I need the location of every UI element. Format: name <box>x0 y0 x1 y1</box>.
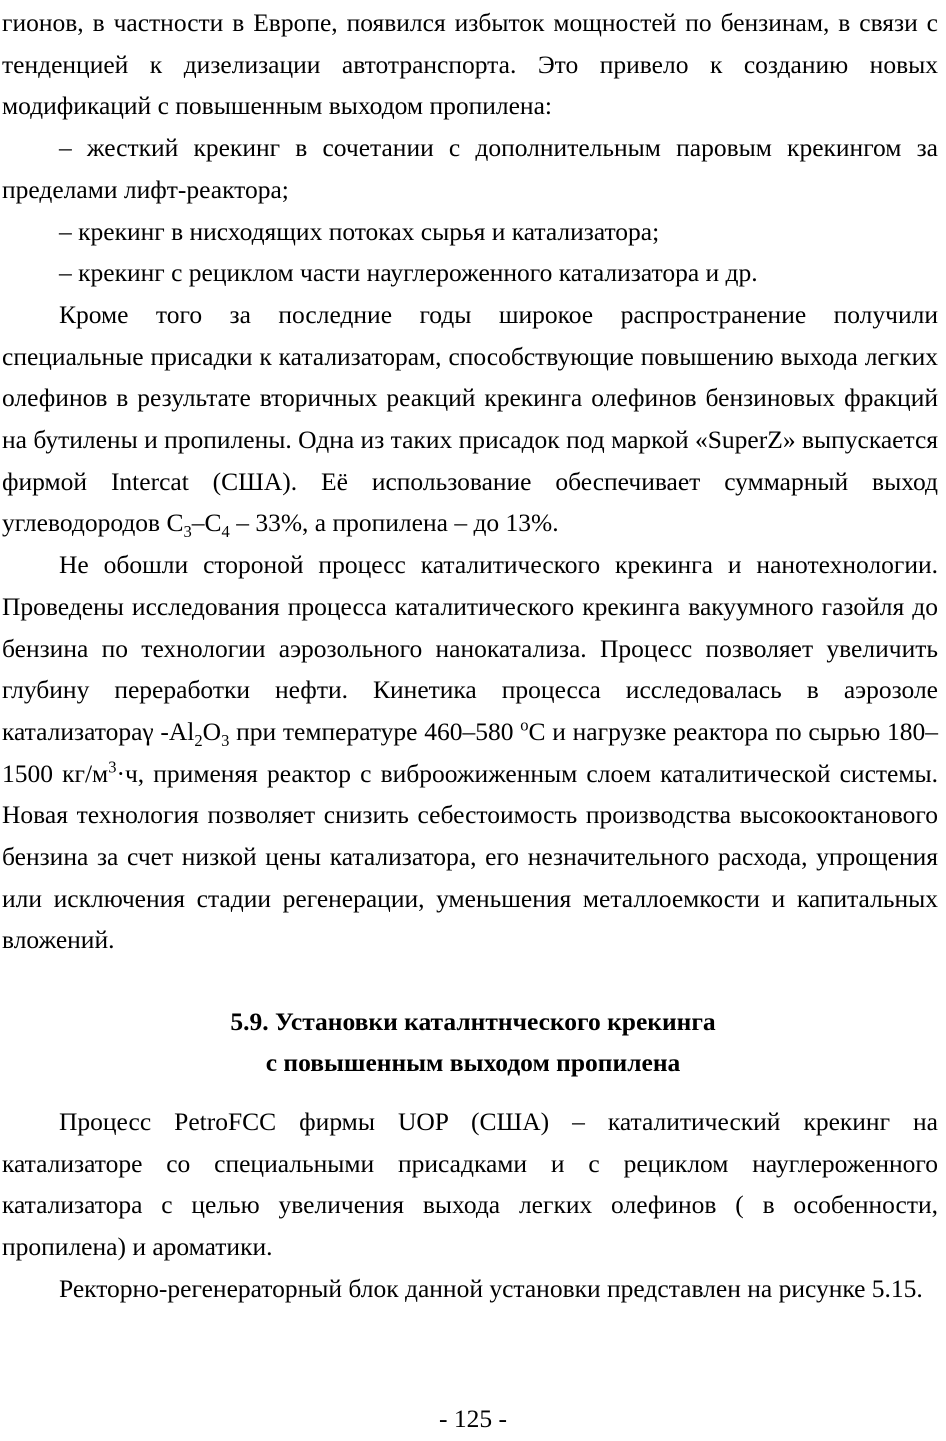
body-text-bottom <box>2 1101 938 1310</box>
subscript-4: 4 <box>221 522 230 542</box>
list-item-2: – крекинг в нисходящих потоках сырья и катализатора; <box>59 216 660 246</box>
paragraph-4: Процесс PetroFCC фирмы UOP (США) – каталитический крекинг на катализаторе со специальными присадками и с рециклом науглероженного катализатора с целью увеличения выхода легких олефинов ( в особенности, пропилена) и ароматики. <box>2 1107 938 1262</box>
section-heading-line-2: с повышенным выходом пропилена <box>265 1048 681 1077</box>
formula-c: C <box>166 508 184 538</box>
degree-superscript: o <box>520 715 529 735</box>
formula-o: O <box>202 716 222 746</box>
formula-dash-c: –C <box>191 508 222 538</box>
o-subscript-3: 3 <box>221 731 230 751</box>
paragraph-3-part-b: при температуре 460–580 <box>229 716 521 746</box>
list-item-1: – жесткий крекинг в сочетании с дополнительным паровым крекингом за пределами лифт-реактора; <box>2 133 938 204</box>
section-heading-line-1: 5.9. Установки каталнтнческого крекинга <box>230 1007 716 1036</box>
paragraph-3-part-d: ·ч, применяя реактор с виброожиженным слоем каталитической системы. Новая технология позволяет снизить себестоимость производства высокооктанового бензина за счет низкой цены катализатора, его незначительного расхода, упрощения или исключения стадии регенерации, уменьшения металлоемкости и капитальных вложений. <box>2 758 938 955</box>
paragraph-3-part-a: Не обошли стороной процесс каталитического крекинга и нанотехнологии. Проведены исследования процесса каталитического крекинга вакуумного газойля до бензина по технологии аэрозольного нанокатализа. Процесс позволяет увеличить глубину переработки нефти. Кинетика процесса исследовалась в аэрозоле катализатораγ -Al <box>2 550 938 746</box>
list-item-3: – крекинг с рециклом части науглероженного катализатора и др. <box>59 258 758 288</box>
subscript-3: 3 <box>183 522 192 542</box>
paragraph-3 <box>2 544 938 961</box>
paragraph-5: Ректорно-регенераторный блок данной установки представлен на рисунке 5.15. <box>59 1273 923 1303</box>
paragraph-2 <box>2 294 938 544</box>
page-number: - 125 - <box>439 1404 507 1433</box>
al-subscript-2: 2 <box>194 731 203 751</box>
cubic-superscript: 3 <box>108 757 117 777</box>
paragraph-2-end: – 33%, а пропилена – до 13%. <box>229 508 559 538</box>
paragraph-1: гионов, в частности в Европе, появился избыток мощностей по бензинам, в связи с тенденцией к дизелизации автотранспорта. Это привело к созданию новых модификаций с повышенным выходом пропилена: <box>2 8 938 121</box>
paragraph-2-text: Кроме того за последние годы широкое распространение получили специальные присадки к катализаторам, способствующие повышению выхода легких олефинов в результате вторичных реакций крекинга олефинов бензиновых фракций на бутилены и пропилены. Одна из таких присадок под маркой «SuperZ» выпускается фирмой Intercat (США). Её использование обеспечивает суммарный выход углеводородов <box>2 299 938 538</box>
paragraph-3-part-c: С и нагрузке реактора по сырью 180–1500 кг/м <box>2 716 938 788</box>
body-text-top <box>2 2 938 961</box>
